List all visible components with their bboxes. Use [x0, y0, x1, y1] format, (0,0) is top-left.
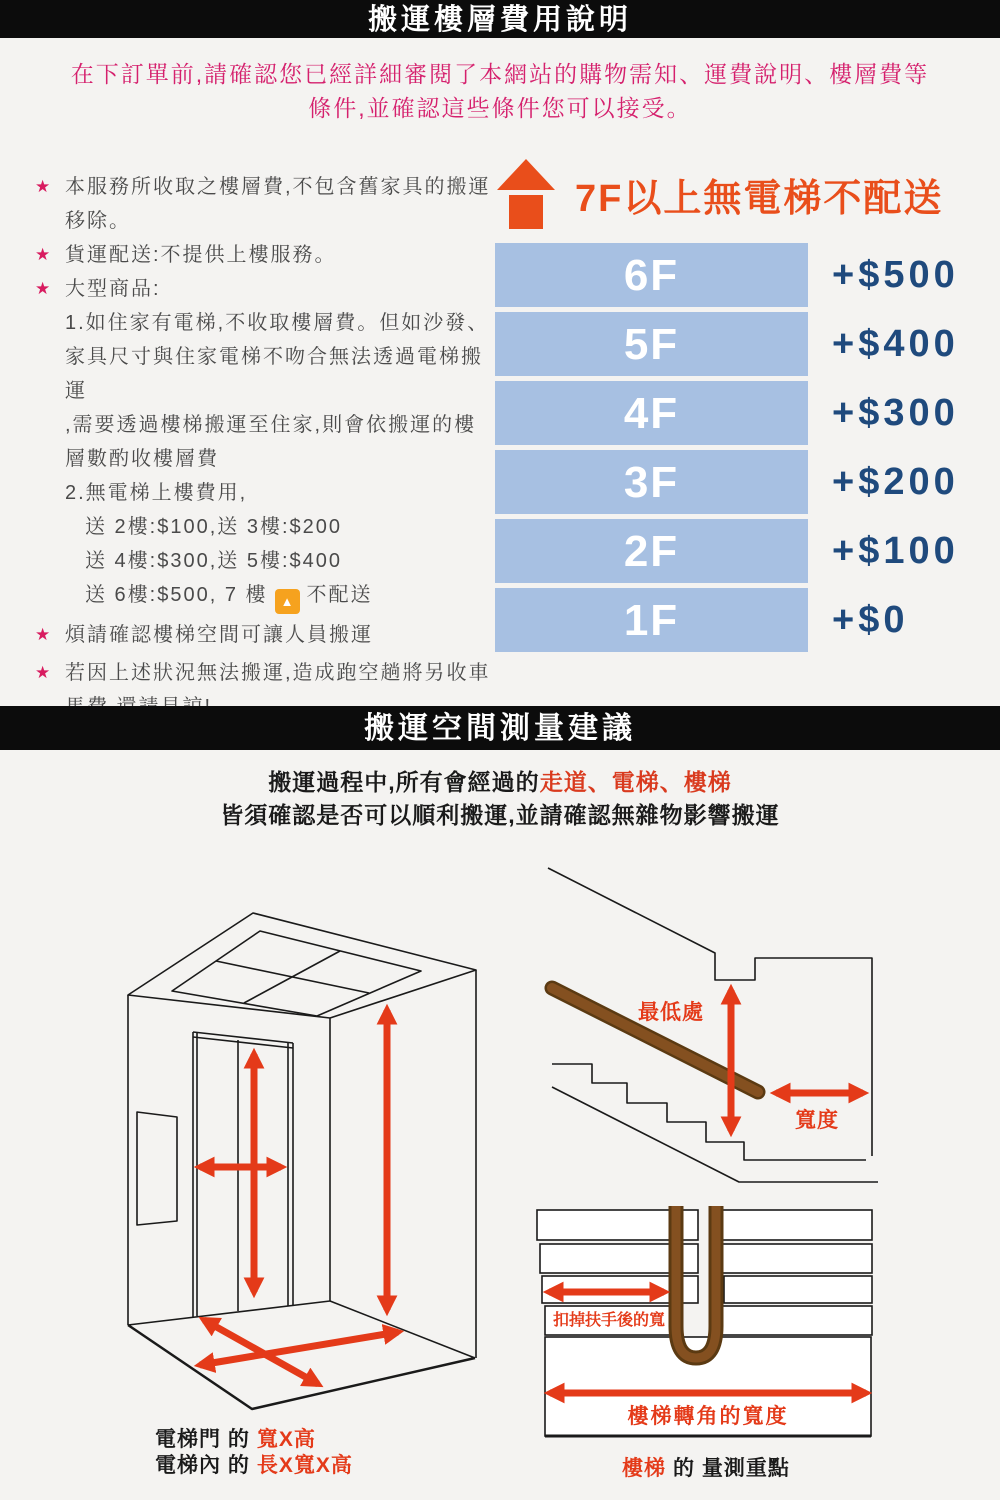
note-line	[30, 340, 498, 408]
table-row	[495, 312, 975, 376]
elevator-measure-arrows	[200, 1010, 398, 1384]
scroll-top-badge-icon: ▲	[275, 589, 300, 614]
note-text: 送 6樓:$500, 7 樓	[85, 584, 268, 606]
label-black: 電梯內 的	[155, 1454, 250, 1477]
fee-notes-list	[30, 170, 498, 724]
no-elevator-header	[497, 158, 943, 230]
intro-paragraph	[0, 57, 1000, 125]
star-icon: ★	[35, 177, 51, 196]
floor-label: 2F	[495, 519, 808, 583]
note-line	[30, 204, 498, 238]
note-text: 煩請確認樓梯空間可讓人員搬運	[65, 624, 373, 646]
measure-banner-title: 搬運空間測量建議	[0, 706, 1000, 750]
floor-price: +$400	[832, 322, 959, 365]
note-text: 2.無電梯上樓費用,	[65, 482, 248, 504]
table-row	[495, 519, 975, 583]
floor-label: 6F	[495, 243, 808, 307]
note-text: 移除。	[65, 210, 131, 232]
caption-black: 搬運過程中,所有會經過的	[268, 769, 540, 795]
floor-price: +$200	[832, 460, 959, 503]
minus-handrail-label: 扣掉扶手後的寬	[552, 1312, 665, 1329]
star-icon: ★	[35, 279, 51, 298]
width-label: 寬度	[795, 1109, 839, 1132]
floor-label: 3F	[495, 450, 808, 514]
elevator-diagram	[75, 880, 485, 1420]
label-black: 的 量測重點	[673, 1457, 790, 1480]
label-red: 樓梯	[622, 1457, 666, 1480]
floor-price: +$500	[832, 253, 959, 296]
note-line	[30, 578, 498, 614]
elevator-inside-line	[155, 1453, 353, 1479]
caption-line-1	[0, 766, 1000, 799]
label-red: 長X寬X高	[256, 1454, 353, 1477]
note-line	[30, 544, 498, 578]
no-elevator-title: 7F以上無電梯不配送	[575, 177, 944, 220]
floor-fee-table	[495, 243, 975, 657]
floor-label: 4F	[495, 381, 808, 445]
elevator-door-line	[155, 1427, 353, 1453]
floor-price: +$0	[832, 598, 909, 641]
intro-line-2: 條件,並確認這些條件您可以接受。	[308, 95, 692, 121]
note-text: 層數酌收樓層費	[65, 448, 219, 470]
lowest-point-label: 最低處	[638, 1001, 704, 1024]
note-line	[30, 408, 498, 442]
note-text: 不配送	[306, 584, 373, 606]
note-text: 家具尺寸與住家電梯不吻合無法透過電梯搬運	[65, 346, 483, 402]
note-line	[30, 306, 498, 340]
caption-red: 走道、電梯、樓梯	[539, 769, 732, 795]
note-line	[30, 238, 498, 272]
label-black: 電梯門 的	[155, 1428, 250, 1451]
note-text: 送 4樓:$300,送 5樓:$400	[85, 550, 343, 572]
floor-price: +$300	[832, 391, 959, 434]
note-text: 送 2樓:$100,送 3樓:$200	[85, 516, 343, 538]
intro-line-1: 在下訂單前,請確認您已經詳細審閱了本網站的購物需知、運費說明、樓層費等	[70, 61, 930, 87]
corner-width-label: 樓梯轉角的寬度	[627, 1405, 789, 1428]
note-text: 若因上述狀況無法搬運,造成跑空趟將另收車	[65, 662, 491, 684]
note-text: ,需要透過樓梯搬運至住家,則會依搬運的樓	[65, 414, 477, 436]
note-line	[30, 510, 498, 544]
floor-label: 1F	[495, 588, 808, 652]
table-row	[495, 243, 975, 307]
note-line	[30, 618, 498, 652]
elevator-outline	[128, 913, 476, 1409]
stairs-side-diagram	[540, 860, 880, 1190]
floor-label: 5F	[495, 312, 808, 376]
elevator-measure-note	[155, 1427, 353, 1479]
stairs-outline	[548, 868, 878, 1182]
floor-price: +$100	[832, 529, 959, 572]
star-icon: ★	[35, 663, 51, 682]
label-red: 寬X高	[256, 1428, 316, 1451]
measure-caption	[0, 766, 1000, 832]
note-text: 大型商品:	[65, 278, 161, 300]
star-icon: ★	[35, 625, 51, 644]
note-text: 1.如住家有電梯,不收取樓層費。但如沙發、	[65, 312, 490, 334]
caption-line-2: 皆須確認是否可以順利搬運,並請確認無雜物影響搬運	[220, 802, 780, 828]
note-text: 貨運配送:不提供上樓服務。	[65, 244, 337, 266]
table-row	[495, 450, 975, 514]
stairs-measure-note	[622, 1456, 790, 1482]
note-line	[30, 170, 498, 204]
star-icon: ★	[35, 245, 51, 264]
fees-banner-title: 搬運樓層費用說明	[0, 0, 1000, 38]
table-row	[495, 588, 975, 652]
table-row	[495, 381, 975, 445]
note-line	[30, 656, 498, 690]
note-line	[30, 442, 498, 476]
note-text: 本服務所收取之樓層費,不包含舊家具的搬運	[65, 176, 491, 198]
note-line	[30, 272, 498, 306]
up-arrow-icon	[497, 159, 555, 229]
note-line	[30, 476, 498, 510]
